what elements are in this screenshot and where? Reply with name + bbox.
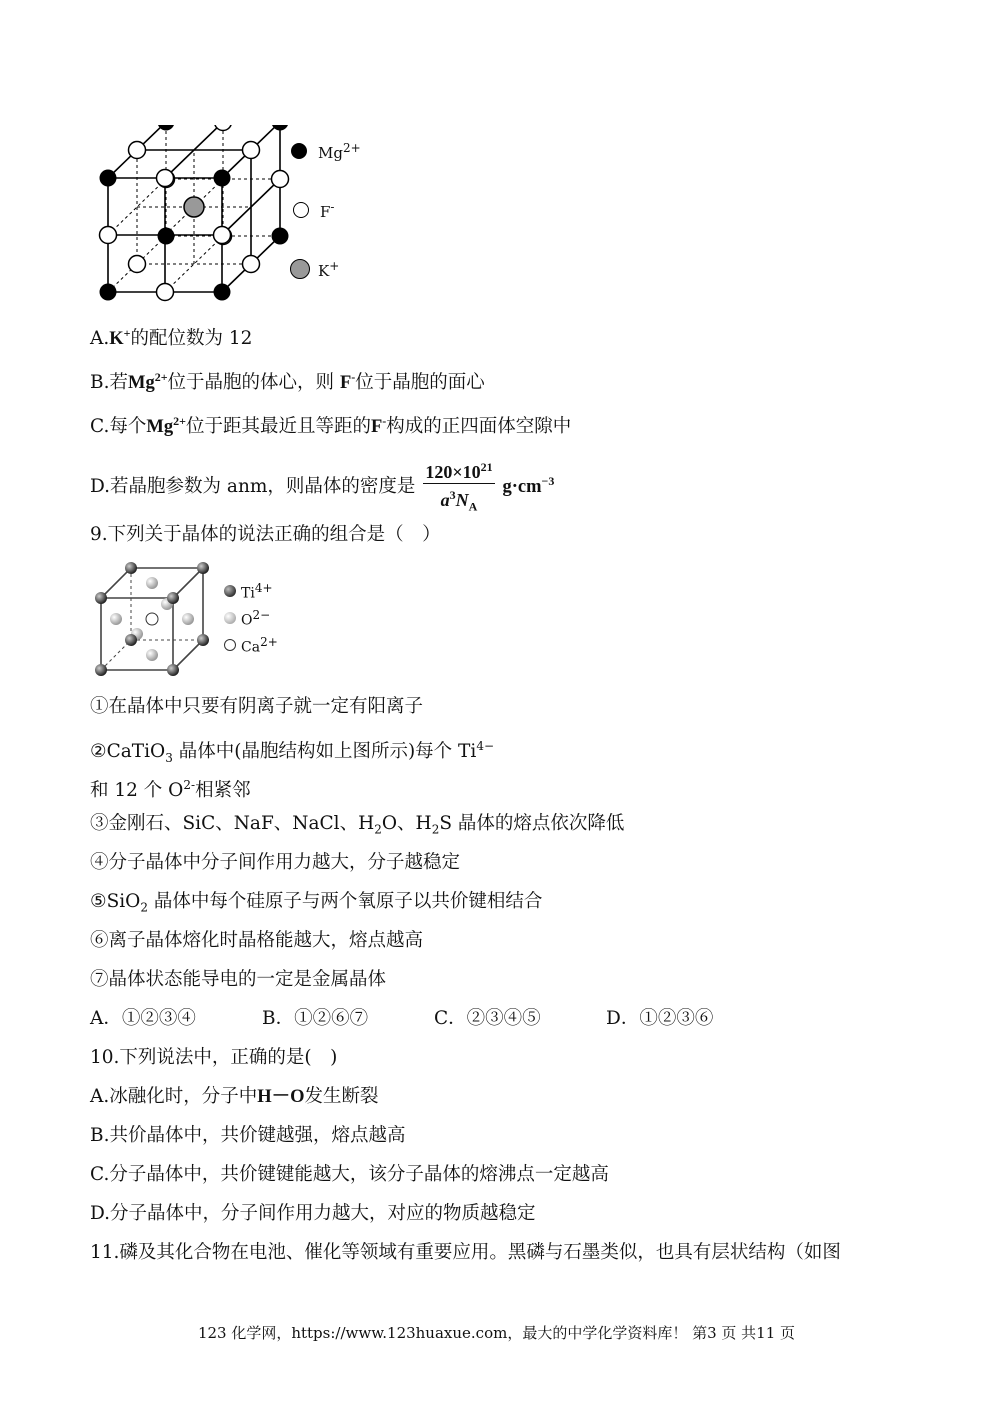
- legend-ca-label: $Ca^{2+}$: [241, 635, 278, 656]
- q9-choice-b[interactable]: B．①②⑥⑦: [262, 1008, 369, 1029]
- ti-ion: [167, 664, 179, 676]
- f-ion: [214, 227, 231, 244]
- q9-statement-6: ⑥离子晶体熔化时晶格能越大，熔点越高: [90, 930, 424, 951]
- f-ion: [157, 284, 174, 301]
- page-footer: 123 化学网，https://www.123huaxue.com，最大的中学化学资料库！ 第3 页 共11 页: [197, 1324, 796, 1342]
- q9-choice-d[interactable]: D．①②③⑥: [606, 1008, 714, 1029]
- q10-option-d: D.分子晶体中，分子间作用力越大，对应的物质越稳定: [90, 1203, 536, 1224]
- f-ion: [243, 256, 260, 273]
- q9-stem: 9.下列关于晶体的说法正确的组合是（ ）: [90, 524, 441, 545]
- legend-f-label: F-: [320, 200, 335, 221]
- f-ion: [215, 125, 232, 131]
- mg-ion: [100, 284, 117, 301]
- ca-ion: [146, 613, 158, 625]
- q9-choice-c[interactable]: C．②③④⑤: [434, 1008, 541, 1029]
- q8-option-c: C.每个$Mg^{2+}$位于距其最近且等距的F-构成的正四面体空隙中: [90, 414, 572, 438]
- q11-stem: 11.磷及其化合物在电池、催化等领域有重要应用。黑磷与石墨类似，也具有层状结构（如图: [90, 1242, 841, 1263]
- legend-ca-marker: [224, 639, 236, 651]
- f-ion: [129, 256, 146, 273]
- q9-choices: [90, 1006, 713, 1032]
- mg-ion: [100, 170, 117, 187]
- o-ion: [146, 577, 158, 589]
- legend-mg-marker: [291, 143, 307, 159]
- o-ion: [182, 613, 194, 625]
- ti-ion: [125, 634, 137, 646]
- f-ion: [100, 227, 117, 244]
- mg-ion: [158, 125, 175, 131]
- kmgf3-lattice-svg: [90, 125, 290, 310]
- legend-o-marker: [224, 612, 236, 624]
- q10-option-b: B.共价晶体中，共价键越强，熔点越高: [90, 1125, 406, 1146]
- cell-edge: [173, 640, 203, 670]
- ti-ion: [95, 592, 107, 604]
- cell-edge: [173, 568, 203, 598]
- q8-option-b: B.若$Mg^{2+}$位于晶胞的体心，则 F-位于晶胞的面心: [90, 370, 485, 394]
- q9-statement-2-cont: 和 12 个 $O^{2-}$相紧邻: [90, 778, 251, 802]
- o-ion: [146, 649, 158, 661]
- cell-edge: [101, 568, 131, 598]
- legend-ti-label: $Ti^{4+}$: [241, 581, 273, 602]
- ti-ion: [167, 592, 179, 604]
- density-fraction: $\frac{120\times 10^{21}}{a^3N_A}$: [423, 456, 494, 518]
- crystal-figure-catio3: [90, 560, 220, 685]
- f-ion: [272, 171, 289, 188]
- legend-mg-label: $Mg^{2+}$: [318, 141, 361, 162]
- legend-ti-marker: [224, 585, 236, 597]
- mg-ion: [158, 228, 175, 245]
- mg-ion: [272, 228, 289, 245]
- q9-statement-2: ②CaTiO$_3$ 晶体中(晶胞结构如上图所示)每个 $Ti^{4-}$: [90, 739, 495, 765]
- q10-option-a: A.冰融化时，分子中H－O发生断裂: [90, 1086, 379, 1107]
- q9-statement-7: ⑦晶体状态能导电的一定是金属晶体: [90, 969, 387, 990]
- crystal-figure-kmgf3: [90, 125, 290, 310]
- q9-choice-a[interactable]: A．①②③④: [90, 1008, 196, 1029]
- mg-ion: [214, 284, 231, 301]
- q10-stem: 10.下列说法中，正确的是( ): [90, 1047, 338, 1068]
- q9-statement-1: ①在晶体中只要有阴离子就一定有阳离子: [90, 696, 424, 717]
- f-ion: [157, 170, 174, 187]
- legend-o-label: $O^{2-}$: [241, 608, 271, 629]
- mg-ion: [272, 125, 289, 131]
- ti-ion: [95, 664, 107, 676]
- q9-statement-5: ⑤SiO$_2$ 晶体中每个硅原子与两个氧原子以共价键相结合: [90, 891, 543, 915]
- q9-statement-4: ④分子晶体中分子间作用力越大，分子越稳定: [90, 852, 461, 873]
- ti-ion: [125, 562, 137, 574]
- mg-ion: [214, 170, 231, 187]
- q9-statement-3: ③金刚石、SiC、NaF、NaCl、$H_2O$、$H_2S$ 晶体的熔点依次降低: [90, 813, 625, 837]
- lattice-edge: [165, 125, 223, 178]
- legend-k-label: K+: [318, 259, 340, 280]
- cell-edge: [101, 640, 131, 670]
- f-ion: [129, 142, 146, 159]
- q8-option-d: D.若晶胞参数为 anm，则晶体的密度是 $\frac{120\times 10^{21}}{a^3N_A}$ $g\cdot cm^{-3}$: [90, 452, 554, 518]
- legend-f-marker: [293, 202, 309, 218]
- q8-option-a: A.K+的配位数为 12: [90, 326, 253, 350]
- k-ion: [184, 197, 204, 217]
- legend-k-marker: [290, 259, 310, 279]
- q10-option-c: C.分子晶体中，共价键键能越大，该分子晶体的熔沸点一定越高: [90, 1164, 609, 1185]
- catio3-lattice-svg: [90, 560, 220, 685]
- f-ion: [243, 142, 260, 159]
- o-ion: [110, 613, 122, 625]
- ti-ion: [197, 562, 209, 574]
- ti-ion: [197, 634, 209, 646]
